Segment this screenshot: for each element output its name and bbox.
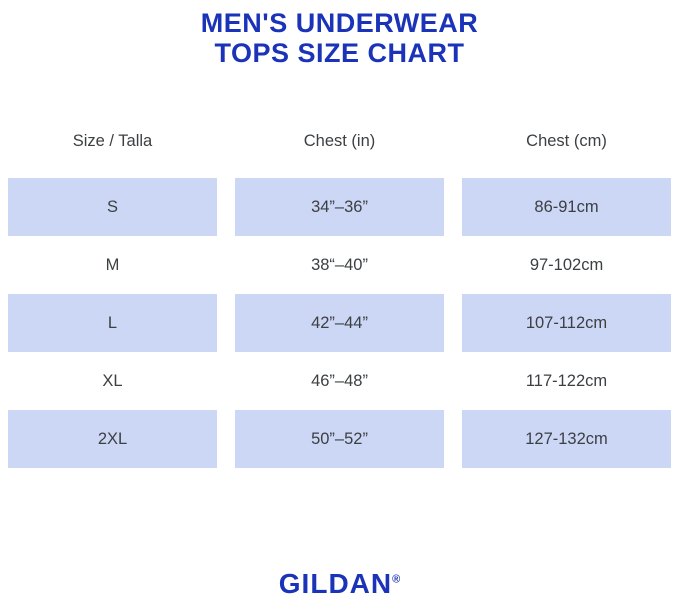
cell-spacer [444,294,462,352]
cell-chest-in: 46”–48” [311,371,368,390]
table-body [8,178,671,468]
cell-chest-in: 42”–44” [235,294,444,352]
cell-spacer [217,352,235,410]
cell-chest-cm: 86-91cm [462,178,671,236]
table-row [8,236,671,294]
footer [0,568,679,600]
table-header-row [8,104,671,178]
cell-size: 2XL [8,410,217,468]
cell-chest-cm: 127-132cm [462,410,671,468]
page-title-line-1: MEN'S UNDERWEAR [200,8,479,38]
cell-spacer [444,410,462,468]
cell-chest-cm: 97-102cm [529,255,604,274]
table-row [8,178,671,236]
registered-mark: ® [392,573,401,586]
cell-size: S [8,178,217,236]
size-chart-table [8,104,671,468]
cell-size: XL [102,371,123,390]
table-row [8,410,671,468]
cell-chest-in: 38“–40” [311,255,368,274]
cell-spacer [217,294,235,352]
cell-spacer [444,236,462,294]
cell-spacer [217,178,235,236]
cell-chest-cm: 117-122cm [525,371,608,390]
cell-chest-in: 34”–36” [235,178,444,236]
table-row [8,294,671,352]
column-spacer [444,104,462,178]
table-row [8,352,671,410]
page-title [0,0,679,68]
cell-spacer [217,410,235,468]
cell-size: L [8,294,217,352]
size-chart-table-wrapper [0,104,679,468]
page-title-line-2: TOPS SIZE CHART [214,38,465,68]
brand-logo [279,568,400,600]
column-spacer [217,104,235,178]
column-header-chest-in: Chest (in) [303,131,376,150]
cell-chest-cm: 107-112cm [462,294,671,352]
cell-size: M [105,255,120,274]
cell-spacer [444,352,462,410]
brand-name: GILDAN [278,568,393,599]
table-header [8,104,671,178]
column-header-chest-cm: Chest (cm) [526,131,607,150]
column-header-size: Size / Talla [72,131,153,150]
cell-chest-in: 50”–52” [235,410,444,468]
cell-spacer [444,178,462,236]
cell-spacer [217,236,235,294]
